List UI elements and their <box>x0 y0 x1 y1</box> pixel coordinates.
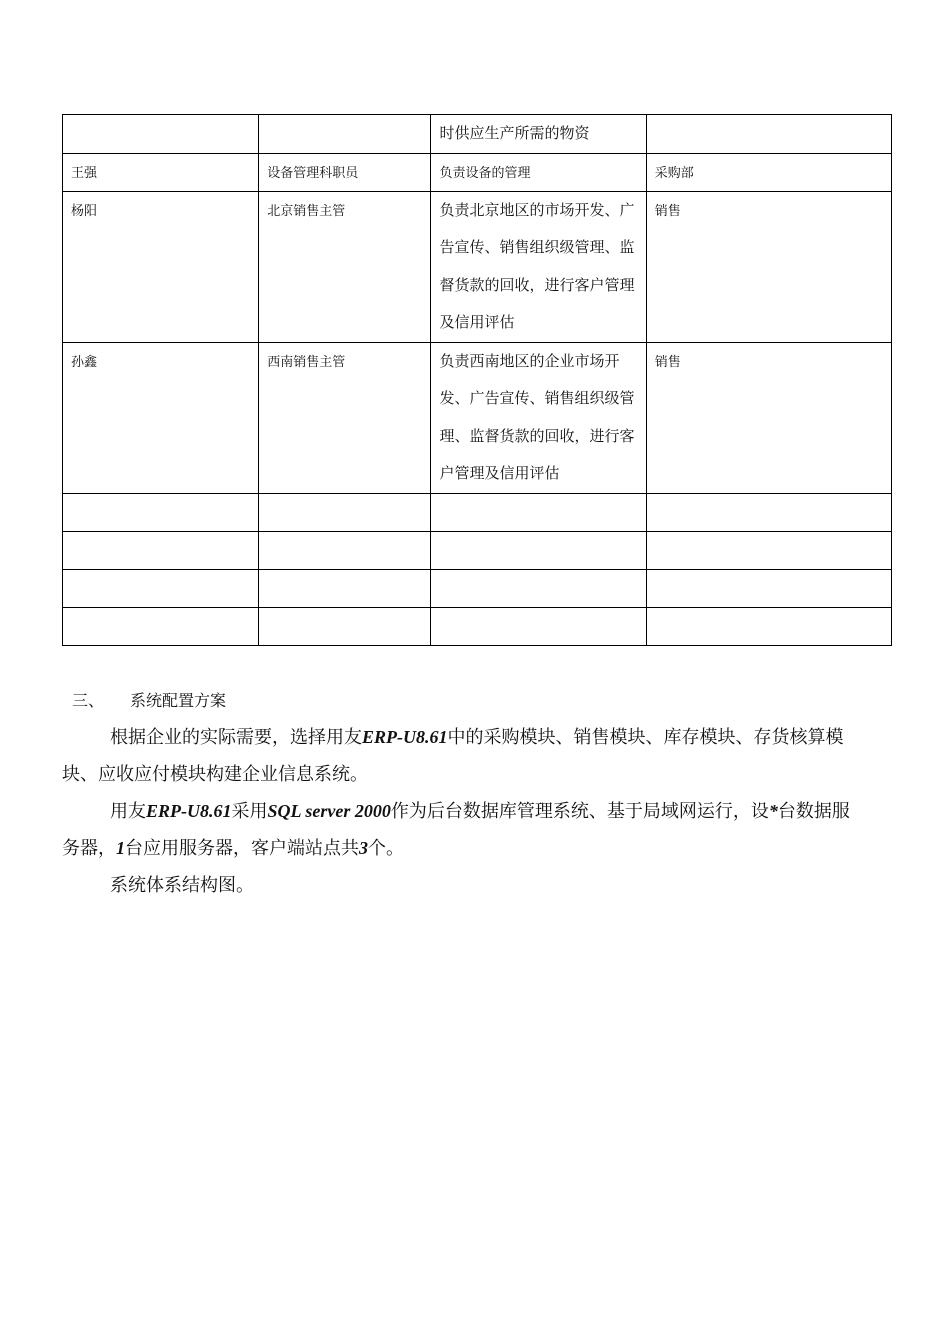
section-title: 系统配置方案 <box>130 691 227 710</box>
empty-cell <box>431 569 646 607</box>
cell-dept: 销售 <box>646 191 891 342</box>
table-row <box>63 115 892 154</box>
text-run: 用友 <box>110 801 146 822</box>
empty-cell <box>431 531 646 569</box>
cell-name: 孙鑫 <box>63 342 259 493</box>
empty-cell <box>63 493 259 531</box>
cell-name: 王强 <box>63 153 259 191</box>
table-row <box>63 342 892 493</box>
table-row <box>63 191 892 342</box>
table-row-empty <box>63 569 892 607</box>
text-run: 采用 <box>231 801 268 822</box>
cell-position: 西南销售主管 <box>259 342 431 493</box>
cell-position: 设备管理科职员 <box>259 153 431 191</box>
cell-duty: 负责北京地区的市场开发、广告宣传、销售组织级管理、监督货款的回收，进行客户管理及信用评估 <box>431 191 646 342</box>
empty-cell <box>646 607 891 645</box>
table-row-empty <box>63 493 892 531</box>
staff-table <box>62 114 892 646</box>
app-server-count: 1 <box>116 838 125 858</box>
empty-cell <box>63 569 259 607</box>
cell-name: 杨阳 <box>63 191 259 342</box>
cell-name <box>63 115 259 154</box>
text-run: 台数据服务器， <box>62 801 850 859</box>
table-row-empty <box>63 531 892 569</box>
database-name: SQL server 2000 <box>267 801 391 821</box>
cell-position: 北京销售主管 <box>259 191 431 342</box>
text-run: 台应用服务器，客户端站点共 <box>125 838 359 859</box>
paragraph-module-selection <box>62 719 862 793</box>
empty-cell <box>646 493 891 531</box>
empty-cell <box>63 531 259 569</box>
text-run: 根据企业的实际需要，选择用友 <box>110 727 362 748</box>
cell-dept <box>646 115 891 154</box>
table-row-empty <box>63 607 892 645</box>
text-run: 中的采购模块、销售模块、库存模块、存货核算模块、应收应付模块构建企业信息系统。 <box>62 727 844 785</box>
empty-cell <box>259 569 431 607</box>
empty-cell <box>646 531 891 569</box>
empty-cell <box>431 607 646 645</box>
cell-duty: 时供应生产所需的物资 <box>431 115 646 154</box>
empty-cell <box>259 493 431 531</box>
product-name: ERP-U8.61 <box>362 727 448 747</box>
cell-duty: 负责设备的管理 <box>431 153 646 191</box>
text-run: 作为后台数据库管理系统、基于局域网运行，设 <box>390 801 769 822</box>
text-run: 个。 <box>368 838 404 859</box>
cell-duty: 负责西南地区的企业市场开发、广告宣传、销售组织级管理、监督货款的回收，进行客户管理及信用评估 <box>431 342 646 493</box>
empty-cell <box>259 607 431 645</box>
product-name: ERP-U8.61 <box>146 801 232 821</box>
paragraph-architecture: 系统体系结构图。 <box>110 875 254 896</box>
cell-position <box>259 115 431 154</box>
empty-cell <box>431 493 646 531</box>
empty-cell <box>63 607 259 645</box>
section-system-config <box>62 683 862 904</box>
empty-cell <box>646 569 891 607</box>
section-number: 三、 <box>72 691 105 710</box>
empty-cell <box>259 531 431 569</box>
paragraph-server-setup <box>62 793 862 867</box>
cell-dept: 销售 <box>646 342 891 493</box>
cell-dept: 采购部 <box>646 153 891 191</box>
table-row <box>63 153 892 191</box>
section-heading <box>62 683 862 719</box>
data-server-count: * <box>768 801 778 821</box>
client-count: 3 <box>359 838 368 858</box>
